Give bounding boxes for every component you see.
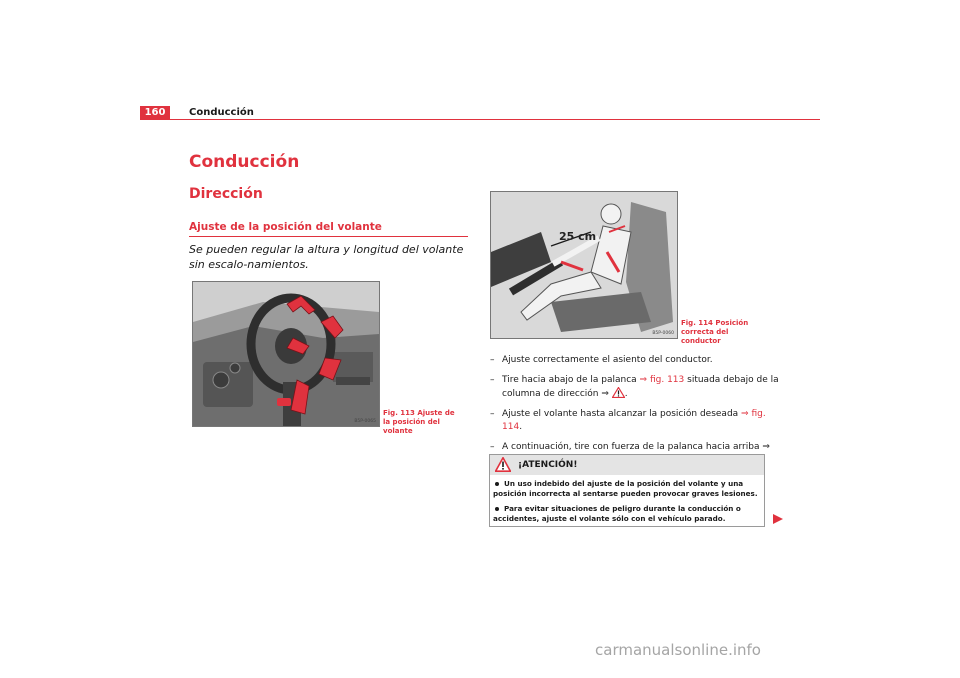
watermark: carmanualsonline.info	[595, 641, 761, 659]
step-item	[490, 374, 780, 401]
warning-item	[493, 479, 761, 499]
warning-title: ¡ATENCIÓN!	[518, 460, 578, 470]
xref-arrow: ⇒	[741, 409, 749, 419]
step-dash: –	[490, 442, 495, 452]
distance-label: 25 cm	[559, 230, 597, 243]
step-dash: –	[490, 375, 495, 385]
next-page-arrow-icon[interactable]	[772, 513, 784, 525]
warning-item-text: Para evitar situaciones de peligro durante la conducción o accidentes, ajuste el volante sólo con el vehículo parado.	[493, 504, 741, 523]
warning-icon[interactable]	[612, 387, 625, 398]
xref-arrow: ⇒	[762, 442, 770, 452]
page-number: 160	[140, 106, 170, 120]
bullet-icon	[495, 507, 499, 511]
warning-item	[493, 504, 761, 524]
figure-113-caption: Fig. 113 Ajuste de la posición del volante	[383, 409, 455, 435]
figure-114	[490, 191, 678, 339]
figure-link[interactable]: fig. 114	[502, 409, 766, 432]
xref-arrow: ⇒	[639, 375, 648, 385]
figure-link[interactable]: fig. 113	[649, 375, 685, 385]
step-item	[490, 408, 780, 434]
section-subtitle: Dirección	[189, 186, 263, 202]
driver-seating-position-illustration-icon	[491, 192, 677, 338]
step-text: .	[624, 389, 628, 399]
step-text: Ajuste el volante hasta alcanzar la posición deseada	[502, 409, 742, 419]
warning-item-text: Un uso indebido del ajuste de la posición del volante y una posición incorrecta al sentarse pueden provocar graves lesiones.	[493, 479, 758, 498]
step-text: Tire hacia abajo de la palanca	[502, 375, 640, 385]
figure-113	[192, 281, 380, 427]
figure-code: B5P-0065	[354, 419, 376, 424]
header-rule	[140, 119, 820, 120]
warning-triangle-icon	[495, 457, 511, 472]
step-item	[490, 354, 780, 367]
warning-box	[489, 454, 765, 527]
figure-114-caption: Fig. 114 Posición correcta del conductor	[681, 319, 749, 345]
bullet-icon	[495, 482, 499, 486]
step-dash: –	[490, 409, 495, 419]
xref-arrow: ⇒	[601, 389, 609, 399]
steering-wheel-adjustment-illustration-icon	[193, 282, 379, 426]
step-text: Ajuste correctamente el asiento del conductor.	[502, 355, 713, 365]
topic-heading: Ajuste de la posición del volante	[189, 221, 382, 233]
figure-code: B5P-0060	[652, 331, 674, 336]
step-text: A continuación, tire con fuerza de la palanca hacia arriba	[502, 442, 763, 452]
heading-rule	[189, 236, 468, 237]
step-dash: –	[490, 355, 495, 365]
running-title: Conducción	[189, 107, 254, 118]
step-text: .	[519, 422, 523, 432]
intro-text: Se pueden regular la altura y longitud del volante sin escalo-namientos.	[189, 243, 464, 271]
step-text: situada debajo de la columna de dirección	[502, 375, 779, 399]
section-title: Conducción	[189, 152, 300, 172]
